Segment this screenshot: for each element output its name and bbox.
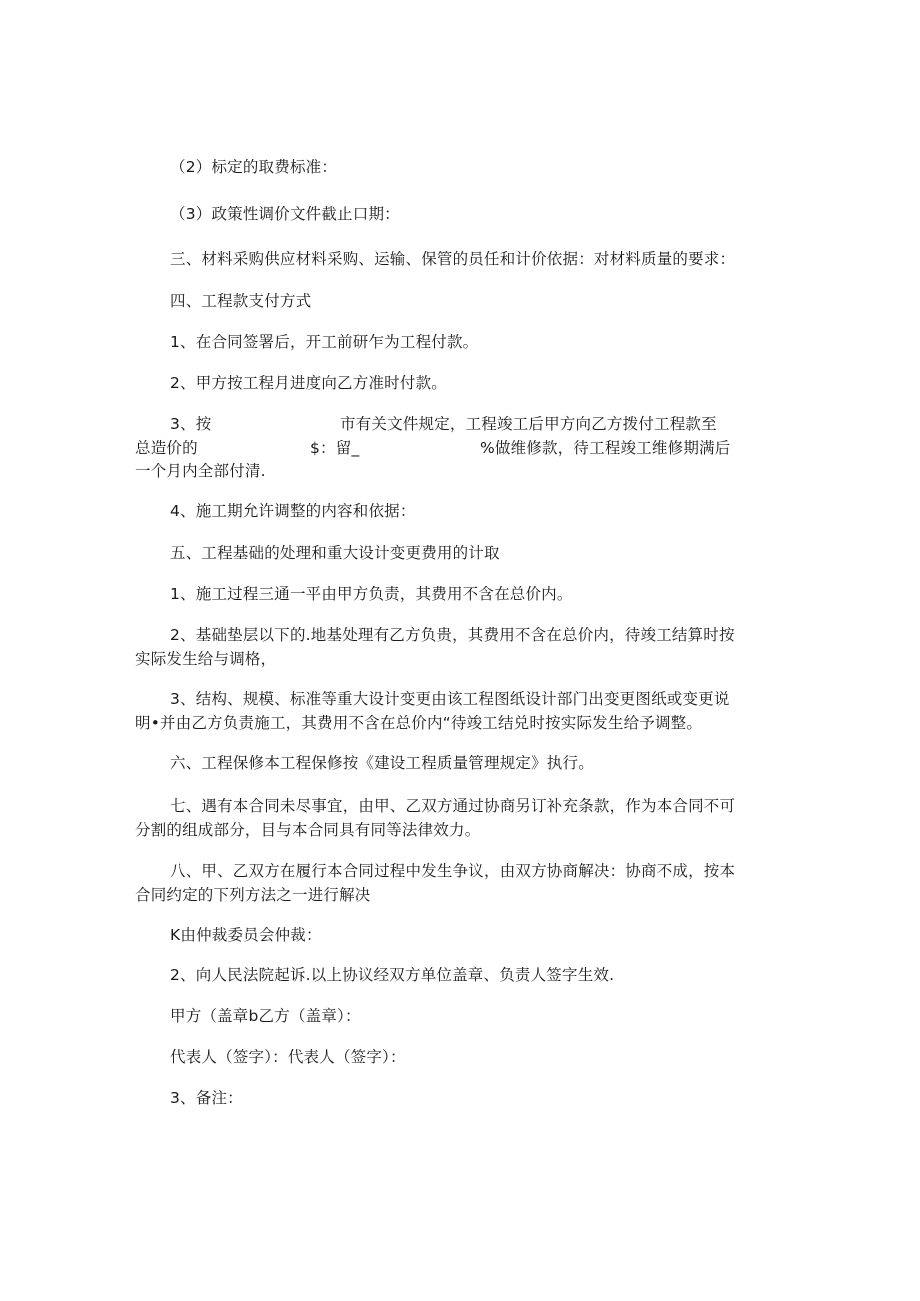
payment-item-1: 1、在合同签署后，开工前研乍为工程付款。 bbox=[170, 333, 479, 351]
payment-item-2: 2、甲方按工程月进度向乙方准时付款。 bbox=[170, 374, 447, 392]
payment-item-3-total: 总造价的 bbox=[135, 439, 198, 457]
payment-item-3-start: 3、按 bbox=[170, 415, 212, 433]
payment-item-3-retain: $：留_ bbox=[310, 439, 360, 457]
remarks: 3、备注： bbox=[170, 1089, 243, 1107]
foundation-item-3-line-2: 明•并由乙方负责施工，其费用不含在总价内“待竣工结兑时按实际发生给予调整。 bbox=[135, 714, 703, 732]
section-6-warranty: 六、工程保修本工程保修按《建设工程质量管理规定》执行。 bbox=[170, 754, 594, 772]
dispute-item-1: K由仲裁委员会仲裁： bbox=[170, 926, 322, 944]
clause-price-adjust-deadline: （3）政策性调价文件截止口期： bbox=[170, 205, 400, 223]
foundation-item-2-line-1: 2、基础垫层以下的.地基处理有乙方负贵，其费用不含在总价内，待竣工结算时按 bbox=[170, 626, 735, 644]
foundation-item-2-line-2: 实际发生给与调格， bbox=[135, 650, 277, 668]
dispute-item-2: 2、向人民法院起诉.以上协议经双方单位盖章、负责人签字生效. bbox=[170, 966, 615, 984]
signature-seals: 甲方（盖章b乙方（盖章）： bbox=[170, 1007, 361, 1025]
section-4-heading: 四、工程款支付方式 bbox=[170, 292, 312, 310]
clause-fee-standard: （2）标定的取费标准： bbox=[170, 158, 338, 176]
section-7-line-1: 七、遇有本合同未尽事宜，由甲、乙双方通过协商另订补充条款，作为本合同不可 bbox=[170, 797, 736, 815]
foundation-item-3-line-1: 3、结构、规模、标准等重大设计变更由该工程图纸设计部门出变更图纸或变更说 bbox=[170, 690, 730, 708]
signature-representatives: 代表人（签字）：代表人（签字）： bbox=[170, 1048, 406, 1066]
section-3-materials: 三、材料采购供应材料采购、运输、保管的员任和计价依据：对材料质量的要求： bbox=[170, 250, 736, 268]
section-8-line-1: 八、甲、乙双方在履行本合同过程中发生争议，由双方协商解决：协商不成，按本 bbox=[170, 862, 736, 880]
payment-item-3-maintenance: %做维修款，待工程竣工维修期满后 bbox=[480, 439, 731, 457]
payment-item-3-rule: 市有关文件规定，工程竣工后甲方向乙方拨付工程款至 bbox=[340, 415, 717, 433]
foundation-item-1: 1、施工过程三通一平由甲方负责，其费用不含在总价内。 bbox=[170, 585, 573, 603]
payment-item-3-end: 一个月内全部付清. bbox=[135, 462, 266, 480]
section-8-line-2: 合同约定的下列方法之一进行解决 bbox=[135, 886, 371, 904]
section-7-line-2: 分割的组成部分，目与本合同具有同等法律效力。 bbox=[135, 821, 481, 839]
section-5-heading: 五、工程基础的处理和重大设计变更费用的计取 bbox=[170, 544, 500, 562]
payment-item-4: 4、施工期允许调整的内容和依据： bbox=[170, 502, 416, 520]
